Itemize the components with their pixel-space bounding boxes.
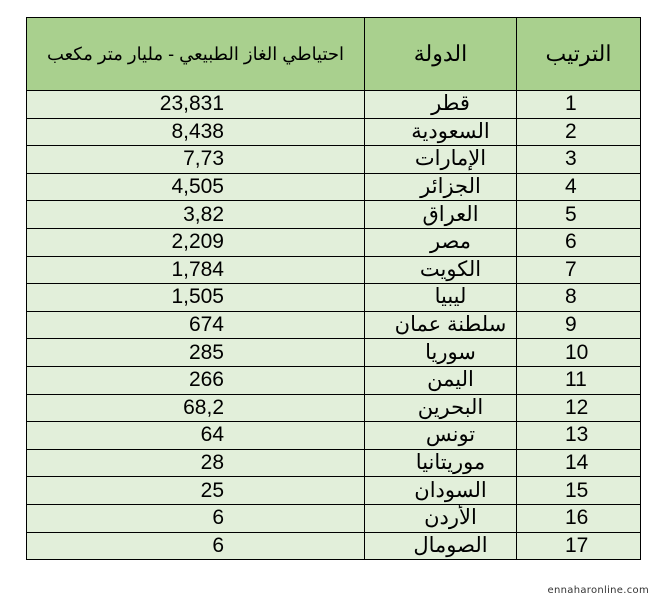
table-body (27, 91, 641, 560)
country-cell: ليبيا (365, 284, 517, 312)
header-country: الدولة (365, 18, 517, 91)
rank-cell: 6 (517, 228, 641, 256)
table-row (27, 91, 641, 119)
header-rank: الترتيب (517, 18, 641, 91)
table-row (27, 311, 641, 339)
country-cell: مصر (365, 228, 517, 256)
site-watermark: ennaharonline.com (547, 585, 649, 596)
reserve-cell: 3,82 (27, 201, 365, 229)
rank-cell: 11 (517, 366, 641, 394)
table-row (27, 284, 641, 312)
reserve-cell: 674 (27, 311, 365, 339)
gas-reserves-table (26, 17, 641, 560)
country-cell: موريتانيا (365, 449, 517, 477)
header-reserve: احتياطي الغاز الطبيعي - مليار متر مكعب (27, 18, 365, 91)
reserve-cell: 23,831 (27, 91, 365, 119)
reserve-cell: 1,784 (27, 256, 365, 284)
table-row (27, 394, 641, 422)
rank-cell: 15 (517, 477, 641, 505)
rank-cell: 10 (517, 339, 641, 367)
table-row (27, 256, 641, 284)
reserve-cell: 6 (27, 504, 365, 532)
table-row (27, 173, 641, 201)
rank-cell: 1 (517, 91, 641, 119)
reserve-cell: 285 (27, 339, 365, 367)
reserve-cell: 6 (27, 532, 365, 560)
table-row (27, 146, 641, 174)
country-cell: البحرين (365, 394, 517, 422)
country-cell: الصومال (365, 532, 517, 560)
country-cell: الجزائر (365, 173, 517, 201)
reserve-cell: 266 (27, 366, 365, 394)
reserve-cell: 7,73 (27, 146, 365, 174)
country-cell: السعودية (365, 118, 517, 146)
reserve-cell: 25 (27, 477, 365, 505)
table-row (27, 422, 641, 450)
country-cell: السودان (365, 477, 517, 505)
rank-cell: 4 (517, 173, 641, 201)
table-row (27, 118, 641, 146)
country-cell: قطر (365, 91, 517, 119)
country-cell: اليمن (365, 366, 517, 394)
country-cell: سوريا (365, 339, 517, 367)
reserve-cell: 2,209 (27, 228, 365, 256)
rank-cell: 16 (517, 504, 641, 532)
table-row (27, 477, 641, 505)
rank-cell: 14 (517, 449, 641, 477)
table-row (27, 366, 641, 394)
table-row (27, 201, 641, 229)
reserve-cell: 28 (27, 449, 365, 477)
rank-cell: 3 (517, 146, 641, 174)
table-row (27, 339, 641, 367)
country-cell: الإمارات (365, 146, 517, 174)
rank-cell: 17 (517, 532, 641, 560)
rank-cell: 12 (517, 394, 641, 422)
rank-cell: 13 (517, 422, 641, 450)
reserve-cell: 4,505 (27, 173, 365, 201)
rank-cell: 8 (517, 284, 641, 312)
reserve-cell: 68,2 (27, 394, 365, 422)
reserve-cell: 1,505 (27, 284, 365, 312)
table-header-row (27, 18, 641, 91)
table-row (27, 228, 641, 256)
country-cell: الأردن (365, 504, 517, 532)
country-cell: سلطنة عمان (365, 311, 517, 339)
country-cell: تونس (365, 422, 517, 450)
rank-cell: 5 (517, 201, 641, 229)
reserve-cell: 64 (27, 422, 365, 450)
table-row (27, 449, 641, 477)
reserve-cell: 8,438 (27, 118, 365, 146)
rank-cell: 9 (517, 311, 641, 339)
table-row (27, 532, 641, 560)
rank-cell: 2 (517, 118, 641, 146)
rank-cell: 7 (517, 256, 641, 284)
table-row (27, 504, 641, 532)
country-cell: العراق (365, 201, 517, 229)
country-cell: الكويت (365, 256, 517, 284)
